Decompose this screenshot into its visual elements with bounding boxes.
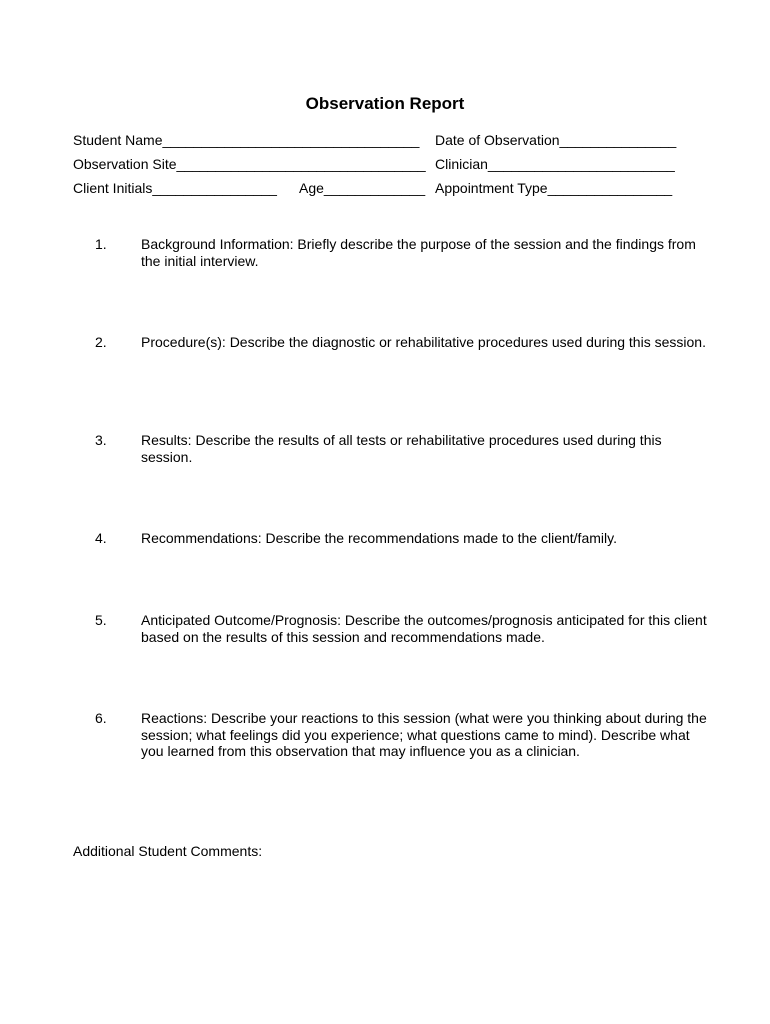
clinician-field[interactable]: Clinician________________________	[435, 156, 675, 172]
item-text: Recommendations: Describe the recommendations made to the client/family.	[141, 530, 617, 546]
item-number: 2.	[95, 334, 107, 350]
page-title: Observation Report	[305, 94, 465, 113]
observation-site-field[interactable]: Observation Site________________________________	[73, 156, 426, 172]
item-number: 6.	[95, 710, 107, 726]
client-initials-field[interactable]: Client Initials________________	[73, 180, 277, 196]
item-text: Results: Describe the results of all tests or rehabilitative procedures used during this session.	[141, 432, 662, 465]
item-number: 1.	[95, 236, 107, 252]
item-number: 5.	[95, 612, 107, 628]
item-text: Anticipated Outcome/Prognosis: Describe the outcomes/prognosis anticipated for this client based on the results of this session and recommendations made.	[141, 612, 707, 645]
appointment-type-field[interactable]: Appointment Type________________	[435, 180, 673, 196]
item-text: Reactions: Describe your reactions to this session (what were you thinking about during the session; what feelings did you experience; what questions came to mind). Describe what you learned from this observation that may influence you as a clinician.	[141, 710, 707, 759]
date-of-observation-field[interactable]: Date of Observation_______________	[435, 132, 677, 148]
age-field[interactable]: Age_____________	[299, 180, 426, 196]
item-number: 3.	[95, 432, 107, 448]
item-text: Background Information: Briefly describe the purpose of the session and the findings from the initial interview.	[141, 236, 696, 269]
additional-comments-label: Additional Student Comments:	[73, 843, 263, 859]
item-number: 4.	[95, 530, 107, 546]
student-name-field[interactable]: Student Name_________________________________	[73, 132, 420, 148]
item-text: Procedure(s): Describe the diagnostic or rehabilitative procedures used during this session.	[141, 334, 706, 350]
